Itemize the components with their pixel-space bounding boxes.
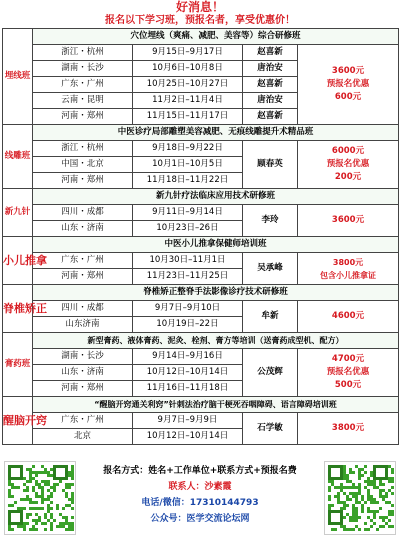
location: 北京	[33, 429, 133, 445]
schedule-row	[3, 141, 399, 157]
contact-person: 联系人：沙素霞	[168, 482, 232, 492]
schedule-row	[3, 45, 399, 61]
course-price: 4600元	[298, 301, 399, 333]
date-range: 9月14日–9月16日	[133, 349, 243, 365]
date-range: 10月12日–10月14日	[133, 429, 243, 445]
wechat-qr-code-right	[324, 461, 396, 535]
teacher-name: 吴承峰	[243, 253, 298, 285]
course-title: 中医小儿推拿保健师培训班	[33, 237, 399, 253]
teacher-name: 唐治安	[243, 61, 298, 77]
section-label: 埋线班	[3, 29, 33, 125]
course-price: 3600元 预报名优惠 600元	[298, 45, 399, 125]
section-label: 线雕班	[3, 125, 33, 189]
course-title: “醒脑开窍通关利窍”针刺法治疗脑干梗死吞咽障碍、语言障碍培训班	[33, 397, 399, 413]
date-range: 10月30日–11月1日	[133, 253, 243, 269]
location: 山东・济南	[33, 365, 133, 381]
course-title: 脊椎矫正整脊手法影像诊疗技术研修班	[33, 285, 399, 301]
schedule-row	[3, 301, 399, 317]
course-schedule-table	[2, 28, 399, 445]
section-label: 新九针	[3, 189, 33, 237]
teacher-name: 赵喜新	[243, 45, 298, 61]
date-range: 10月23日–26日	[133, 221, 243, 237]
course-price: 3800元	[298, 413, 399, 445]
date-range: 10月25日–10月27日	[133, 77, 243, 93]
official-account: 公众号：医学交流论坛网	[150, 514, 250, 524]
course-title-row	[3, 397, 399, 413]
course-title: 穴位埋线（爽痛、减肥、美容等）综合研修班	[33, 29, 399, 45]
section-label: 小儿推拿	[3, 237, 33, 285]
course-title-row	[3, 29, 399, 45]
course-price: 3600元	[298, 205, 399, 237]
teacher-name: 赵喜新	[243, 109, 298, 125]
date-range: 10月12日–10月14日	[133, 365, 243, 381]
course-price: 6000元 预报名优惠 200元	[298, 141, 399, 189]
location: 四川・成都	[33, 205, 133, 221]
location: 浙江・杭州	[33, 141, 133, 157]
section-label: 醒脑开窍	[3, 397, 33, 445]
teacher-name: 公茂辉	[243, 349, 298, 397]
footer	[0, 457, 400, 540]
announcement-subtitle: 报名以下学习班，预报名者，享受优惠价！	[105, 15, 295, 26]
schedule-row	[3, 253, 399, 269]
course-title-row	[3, 333, 399, 349]
location: 湖南・长沙	[33, 61, 133, 77]
course-price: 3800元 包含小儿推拿证	[298, 253, 399, 285]
date-range: 11月2日–11月4日	[133, 93, 243, 109]
teacher-name: 石学敏	[243, 413, 298, 445]
signup-method: 报名方式：姓名+工作单位+联系方式+预报名费	[103, 466, 297, 476]
date-range: 9月18日–9月22日	[133, 141, 243, 157]
location: 广东・广州	[33, 413, 133, 429]
course-price: 4700元 预报名优惠 500元	[298, 349, 399, 397]
course-title-row	[3, 125, 399, 141]
date-range: 11月18日–11月22日	[133, 173, 243, 189]
location: 河南・郑州	[33, 381, 133, 397]
teacher-name: 牟新	[243, 301, 298, 333]
section-label: 脊椎矫正	[3, 285, 33, 333]
location: 河南・郑州	[33, 269, 133, 285]
schedule-row	[3, 205, 399, 221]
location: 广东・广州	[33, 253, 133, 269]
date-range: 11月23日–11月25日	[133, 269, 243, 285]
schedule-row	[3, 413, 399, 429]
location: 云南・昆明	[33, 93, 133, 109]
date-range: 11月16日–11月18日	[133, 381, 243, 397]
date-range: 9月7日–9月10日	[133, 301, 243, 317]
date-range: 10月1日–10月5日	[133, 157, 243, 173]
date-range: 9月11日–9月14日	[133, 205, 243, 221]
contact-phone: 电话/微信：17310144793	[141, 498, 259, 508]
announcement-title: 好消息！	[175, 0, 224, 14]
location: 山东・济南	[33, 221, 133, 237]
course-title-row	[3, 285, 399, 301]
teacher-name: 赵喜新	[243, 77, 298, 93]
date-range: 10月19日–22日	[133, 317, 243, 333]
location: 中国・北京	[33, 157, 133, 173]
teacher-name: 顾春英	[243, 141, 298, 189]
location: 山东济南	[33, 317, 133, 333]
wechat-qr-code-left	[4, 461, 76, 535]
date-range: 11月15日–11月17日	[133, 109, 243, 125]
date-range: 9月15日–9月17日	[133, 45, 243, 61]
location: 浙江・杭州	[33, 45, 133, 61]
location: 广东・广州	[33, 77, 133, 93]
course-title: 新九针疗法临床应用技术研修班	[33, 189, 399, 205]
teacher-name: 唐治安	[243, 93, 298, 109]
location: 湖南・长沙	[33, 349, 133, 365]
date-range: 9月7日–9月9日	[133, 413, 243, 429]
location: 河南・郑州	[33, 173, 133, 189]
course-title-row	[3, 237, 399, 253]
date-range: 10月6日–10月8日	[133, 61, 243, 77]
location: 河南・郑州	[33, 109, 133, 125]
course-title: 中医诊疗局部雕塑美容减肥、无痕线雕提升术精品班	[33, 125, 399, 141]
schedule-row	[3, 349, 399, 365]
location: 四川・成都	[33, 301, 133, 317]
teacher-name: 李玲	[243, 205, 298, 237]
course-title: 新型膏药、液体膏药、泥灸、栓剂、膏方等培训（送膏药成型机、配方）	[33, 333, 399, 349]
course-title-row	[3, 189, 399, 205]
section-label: 膏药班	[3, 333, 33, 397]
